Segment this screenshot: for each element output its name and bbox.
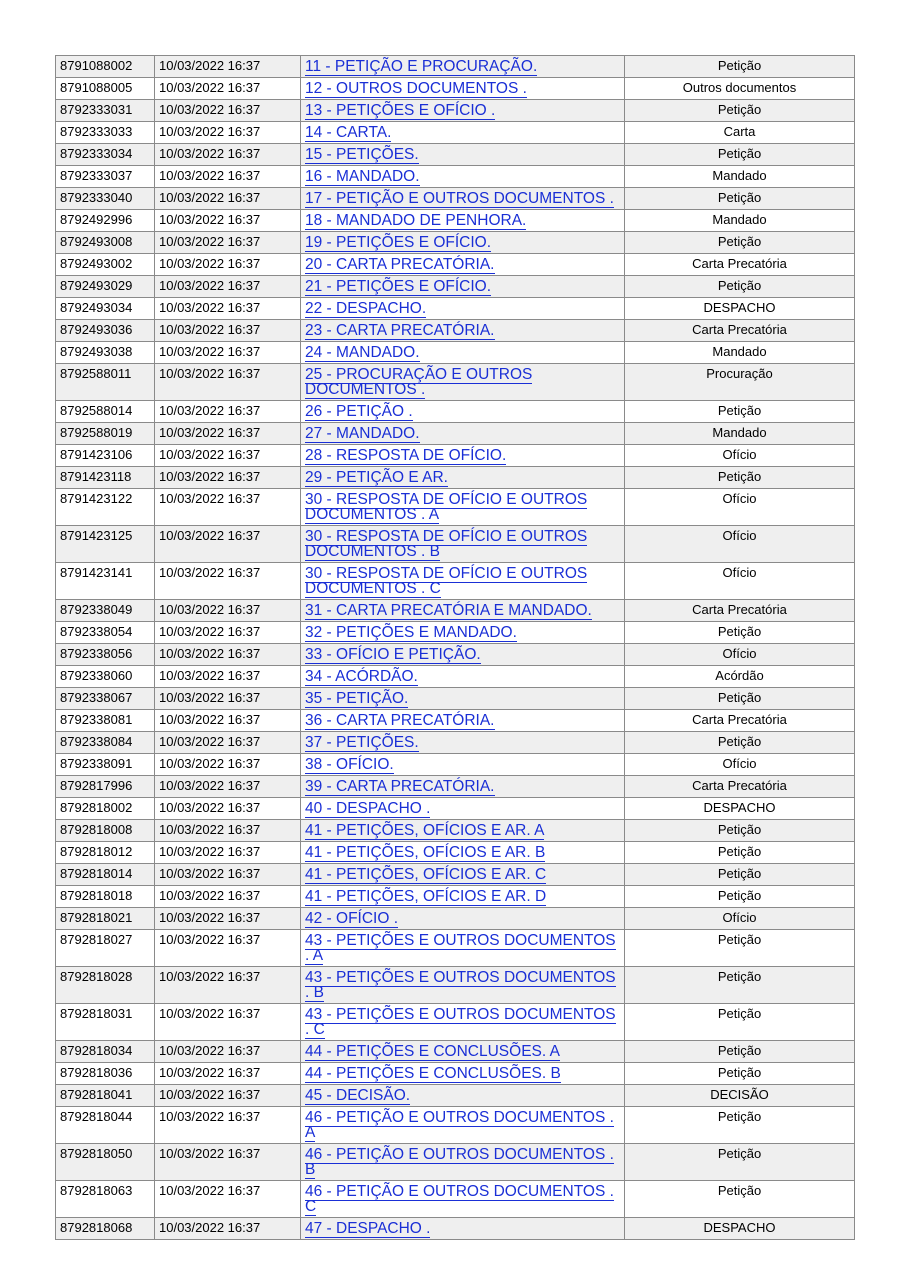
document-date-cell: 10/03/2022 16:37	[155, 776, 301, 798]
document-id-cell: 8792818068	[56, 1218, 155, 1240]
table-row	[56, 563, 855, 600]
document-title-link[interactable]: 45 - DECISÃO.	[305, 1087, 411, 1104]
document-title-cell	[301, 144, 625, 166]
document-date-cell: 10/03/2022 16:37	[155, 1181, 301, 1218]
document-title-link[interactable]: 43 - PETIÇÕES E OUTROS DOCUMENTOS . B	[305, 969, 616, 1001]
document-id-cell: 8791423118	[56, 467, 155, 489]
document-id-cell: 8792817996	[56, 776, 155, 798]
document-title-link[interactable]: 29 - PETIÇÃO E AR.	[305, 469, 448, 486]
document-title-cell	[301, 298, 625, 320]
document-title-cell	[301, 1041, 625, 1063]
document-id-cell: 8792818027	[56, 930, 155, 967]
table-row	[56, 467, 855, 489]
table-row	[56, 1107, 855, 1144]
document-title-cell	[301, 886, 625, 908]
document-type-cell: DESPACHO	[625, 1218, 855, 1240]
document-date-cell: 10/03/2022 16:37	[155, 754, 301, 776]
table-row	[56, 423, 855, 445]
documents-table	[55, 55, 855, 1240]
document-type-cell: Ofício	[625, 754, 855, 776]
document-type-cell: Petição	[625, 1144, 855, 1181]
document-title-cell	[301, 563, 625, 600]
document-title-cell	[301, 210, 625, 232]
document-id-cell: 8792338060	[56, 666, 155, 688]
document-title-link[interactable]: 21 - PETIÇÕES E OFÍCIO.	[305, 278, 492, 295]
document-date-cell: 10/03/2022 16:37	[155, 489, 301, 526]
document-title-link[interactable]: 43 - PETIÇÕES E OUTROS DOCUMENTOS . C	[305, 1006, 616, 1038]
document-title-cell	[301, 445, 625, 467]
document-date-cell: 10/03/2022 16:37	[155, 622, 301, 644]
document-title-cell	[301, 166, 625, 188]
document-id-cell: 8791423122	[56, 489, 155, 526]
document-id-cell: 8792588019	[56, 423, 155, 445]
document-title-link[interactable]: 23 - CARTA PRECATÓRIA.	[305, 322, 495, 339]
document-date-cell: 10/03/2022 16:37	[155, 1107, 301, 1144]
document-title-link[interactable]: 27 - MANDADO.	[305, 425, 420, 442]
document-title-link[interactable]: 18 - MANDADO DE PENHORA.	[305, 212, 527, 229]
table-row	[56, 644, 855, 666]
document-id-cell: 8792493038	[56, 342, 155, 364]
document-date-cell: 10/03/2022 16:37	[155, 563, 301, 600]
document-title-link[interactable]: 30 - RESPOSTA DE OFÍCIO E OUTROS DOCUMENTOS . C	[305, 565, 588, 597]
document-date-cell: 10/03/2022 16:37	[155, 1063, 301, 1085]
document-type-cell: Petição	[625, 688, 855, 710]
document-date-cell: 10/03/2022 16:37	[155, 401, 301, 423]
document-id-cell: 8792818036	[56, 1063, 155, 1085]
document-title-cell	[301, 754, 625, 776]
table-row	[56, 666, 855, 688]
document-title-cell	[301, 401, 625, 423]
document-date-cell: 10/03/2022 16:37	[155, 210, 301, 232]
document-type-cell: Petição	[625, 1004, 855, 1041]
document-title-cell	[301, 100, 625, 122]
document-date-cell: 10/03/2022 16:37	[155, 930, 301, 967]
document-id-cell: 8791423141	[56, 563, 155, 600]
document-title-cell	[301, 342, 625, 364]
table-row	[56, 1218, 855, 1240]
document-type-cell: Carta Precatória	[625, 776, 855, 798]
document-date-cell: 10/03/2022 16:37	[155, 842, 301, 864]
document-title-cell	[301, 1218, 625, 1240]
document-type-cell: Petição	[625, 467, 855, 489]
document-date-cell: 10/03/2022 16:37	[155, 644, 301, 666]
table-row	[56, 1144, 855, 1181]
document-date-cell: 10/03/2022 16:37	[155, 342, 301, 364]
table-row	[56, 732, 855, 754]
document-type-cell: Petição	[625, 886, 855, 908]
document-id-cell: 8792338049	[56, 600, 155, 622]
document-date-cell: 10/03/2022 16:37	[155, 710, 301, 732]
document-date-cell: 10/03/2022 16:37	[155, 144, 301, 166]
table-row	[56, 122, 855, 144]
document-type-cell: Petição	[625, 864, 855, 886]
table-row	[56, 56, 855, 78]
document-id-cell: 8792338084	[56, 732, 155, 754]
document-date-cell: 10/03/2022 16:37	[155, 467, 301, 489]
document-id-cell: 8792818008	[56, 820, 155, 842]
document-id-cell: 8792818021	[56, 908, 155, 930]
document-date-cell: 10/03/2022 16:37	[155, 276, 301, 298]
document-title-cell	[301, 798, 625, 820]
document-type-cell: Carta Precatória	[625, 710, 855, 732]
document-id-cell: 8792338091	[56, 754, 155, 776]
document-title-link[interactable]: 17 - PETIÇÃO E OUTROS DOCUMENTOS .	[305, 190, 614, 207]
document-title-link[interactable]: 25 - PROCURAÇÃO E OUTROS DOCUMENTOS .	[305, 366, 533, 398]
document-type-cell: Petição	[625, 967, 855, 1004]
document-title-cell	[301, 644, 625, 666]
table-row	[56, 1181, 855, 1218]
document-type-cell: Petição	[625, 622, 855, 644]
table-row	[56, 754, 855, 776]
document-title-cell	[301, 1004, 625, 1041]
document-title-cell	[301, 967, 625, 1004]
document-title-cell	[301, 776, 625, 798]
document-type-cell: Petição	[625, 232, 855, 254]
document-title-link[interactable]: 44 - PETIÇÕES E CONCLUSÕES. A	[305, 1043, 560, 1060]
document-title-link[interactable]: 19 - PETIÇÕES E OFÍCIO.	[305, 234, 492, 251]
document-title-cell	[301, 864, 625, 886]
document-type-cell: Petição	[625, 820, 855, 842]
document-date-cell: 10/03/2022 16:37	[155, 445, 301, 467]
document-date-cell: 10/03/2022 16:37	[155, 732, 301, 754]
document-date-cell: 10/03/2022 16:37	[155, 600, 301, 622]
table-row	[56, 1004, 855, 1041]
document-title-cell	[301, 688, 625, 710]
document-id-cell: 8792818044	[56, 1107, 155, 1144]
document-date-cell: 10/03/2022 16:37	[155, 188, 301, 210]
document-type-cell: Petição	[625, 1063, 855, 1085]
table-row	[56, 232, 855, 254]
document-title-link[interactable]: 26 - PETIÇÃO .	[305, 403, 413, 420]
table-row	[56, 622, 855, 644]
document-type-cell: Petição	[625, 276, 855, 298]
document-date-cell: 10/03/2022 16:37	[155, 1218, 301, 1240]
document-type-cell: Petição	[625, 144, 855, 166]
document-title-link[interactable]: 30 - RESPOSTA DE OFÍCIO E OUTROS DOCUMENTOS . B	[305, 528, 588, 560]
document-id-cell: 8792818002	[56, 798, 155, 820]
document-date-cell: 10/03/2022 16:37	[155, 298, 301, 320]
document-title-cell	[301, 600, 625, 622]
document-type-cell: DESPACHO	[625, 798, 855, 820]
table-row	[56, 144, 855, 166]
document-type-cell: Outros documentos	[625, 78, 855, 100]
document-type-cell: Mandado	[625, 210, 855, 232]
document-id-cell: 8792333034	[56, 144, 155, 166]
document-title-cell	[301, 122, 625, 144]
document-type-cell: Petição	[625, 188, 855, 210]
document-id-cell: 8792818014	[56, 864, 155, 886]
document-type-cell: Ofício	[625, 563, 855, 600]
document-title-cell	[301, 320, 625, 342]
table-row	[56, 1085, 855, 1107]
table-row	[56, 1063, 855, 1085]
document-title-link[interactable]: 32 - PETIÇÕES E MANDADO.	[305, 624, 517, 641]
table-row	[56, 886, 855, 908]
document-id-cell: 8791423125	[56, 526, 155, 563]
documents-table-body	[56, 56, 855, 1240]
table-row	[56, 445, 855, 467]
document-title-link[interactable]: 43 - PETIÇÕES E OUTROS DOCUMENTOS . A	[305, 932, 616, 964]
document-title-cell	[301, 423, 625, 445]
document-type-cell: Petição	[625, 100, 855, 122]
document-id-cell: 8792493002	[56, 254, 155, 276]
document-type-cell: Ofício	[625, 489, 855, 526]
table-row	[56, 864, 855, 886]
document-id-cell: 8792588014	[56, 401, 155, 423]
document-date-cell: 10/03/2022 16:37	[155, 1041, 301, 1063]
document-title-link[interactable]: 30 - RESPOSTA DE OFÍCIO E OUTROS DOCUMENTOS . A	[305, 491, 588, 523]
table-row	[56, 820, 855, 842]
document-id-cell: 8792588011	[56, 364, 155, 401]
table-row	[56, 930, 855, 967]
document-type-cell: Ofício	[625, 908, 855, 930]
document-title-link[interactable]: 42 - OFÍCIO .	[305, 910, 399, 927]
document-title-cell	[301, 666, 625, 688]
document-type-cell: Petição	[625, 732, 855, 754]
document-title-cell	[301, 908, 625, 930]
document-type-cell: Ofício	[625, 644, 855, 666]
document-title-link[interactable]: 20 - CARTA PRECATÓRIA.	[305, 256, 495, 273]
document-date-cell: 10/03/2022 16:37	[155, 798, 301, 820]
document-title-cell	[301, 276, 625, 298]
document-id-cell: 8792493029	[56, 276, 155, 298]
document-type-cell: Petição	[625, 1041, 855, 1063]
document-title-link[interactable]: 34 - ACÓRDÃO.	[305, 668, 418, 685]
table-row	[56, 100, 855, 122]
document-title-link[interactable]: 24 - MANDADO.	[305, 344, 420, 361]
document-title-link[interactable]: 41 - PETIÇÕES, OFÍCIOS E AR. A	[305, 822, 545, 839]
document-title-link[interactable]: 39 - CARTA PRECATÓRIA.	[305, 778, 495, 795]
document-date-cell: 10/03/2022 16:37	[155, 122, 301, 144]
table-row	[56, 342, 855, 364]
document-title-cell	[301, 364, 625, 401]
document-date-cell: 10/03/2022 16:37	[155, 967, 301, 1004]
document-type-cell: Petição	[625, 56, 855, 78]
document-date-cell: 10/03/2022 16:37	[155, 1004, 301, 1041]
document-title-link[interactable]: 36 - CARTA PRECATÓRIA.	[305, 712, 495, 729]
document-id-cell: 8792333031	[56, 100, 155, 122]
document-title-cell	[301, 254, 625, 276]
document-title-link[interactable]: 31 - CARTA PRECATÓRIA E MANDADO.	[305, 602, 592, 619]
document-title-cell	[301, 56, 625, 78]
document-id-cell: 8792818041	[56, 1085, 155, 1107]
document-title-link[interactable]: 46 - PETIÇÃO E OUTROS DOCUMENTOS . C	[305, 1183, 614, 1215]
document-type-cell: DESPACHO	[625, 298, 855, 320]
document-type-cell: DECISÃO	[625, 1085, 855, 1107]
document-title-cell	[301, 732, 625, 754]
document-id-cell: 8792818012	[56, 842, 155, 864]
document-title-link[interactable]: 40 - DESPACHO .	[305, 800, 431, 817]
document-date-cell: 10/03/2022 16:37	[155, 56, 301, 78]
document-title-cell	[301, 232, 625, 254]
document-type-cell: Acórdão	[625, 666, 855, 688]
document-type-cell: Carta	[625, 122, 855, 144]
table-row	[56, 188, 855, 210]
table-row	[56, 320, 855, 342]
document-title-cell	[301, 489, 625, 526]
document-type-cell: Mandado	[625, 423, 855, 445]
document-id-cell: 8792493036	[56, 320, 155, 342]
document-date-cell: 10/03/2022 16:37	[155, 254, 301, 276]
document-id-cell: 8792338054	[56, 622, 155, 644]
document-id-cell: 8792818050	[56, 1144, 155, 1181]
table-row	[56, 600, 855, 622]
document-id-cell: 8792818031	[56, 1004, 155, 1041]
document-type-cell: Petição	[625, 930, 855, 967]
document-title-cell	[301, 1063, 625, 1085]
document-id-cell: 8792493008	[56, 232, 155, 254]
document-type-cell: Petição	[625, 1107, 855, 1144]
document-title-cell	[301, 842, 625, 864]
document-title-link[interactable]: 12 - OUTROS DOCUMENTOS .	[305, 80, 527, 97]
document-title-link[interactable]: 28 - RESPOSTA DE OFÍCIO.	[305, 447, 507, 464]
document-id-cell: 8792493034	[56, 298, 155, 320]
table-row	[56, 166, 855, 188]
document-date-cell: 10/03/2022 16:37	[155, 423, 301, 445]
document-id-cell: 8792818018	[56, 886, 155, 908]
document-type-cell: Carta Precatória	[625, 320, 855, 342]
document-date-cell: 10/03/2022 16:37	[155, 864, 301, 886]
document-id-cell: 8792333040	[56, 188, 155, 210]
document-type-cell: Ofício	[625, 526, 855, 563]
document-title-link[interactable]: 37 - PETIÇÕES.	[305, 734, 419, 751]
document-title-cell	[301, 188, 625, 210]
document-title-cell	[301, 820, 625, 842]
document-title-cell	[301, 930, 625, 967]
table-row	[56, 776, 855, 798]
table-row	[56, 1041, 855, 1063]
document-date-cell: 10/03/2022 16:37	[155, 908, 301, 930]
table-row	[56, 967, 855, 1004]
document-id-cell: 8791423106	[56, 445, 155, 467]
table-row	[56, 78, 855, 100]
document-date-cell: 10/03/2022 16:37	[155, 320, 301, 342]
document-title-link[interactable]: 44 - PETIÇÕES E CONCLUSÕES. B	[305, 1065, 561, 1082]
document-title-cell	[301, 526, 625, 563]
document-id-cell: 8792818034	[56, 1041, 155, 1063]
document-date-cell: 10/03/2022 16:37	[155, 166, 301, 188]
table-row	[56, 364, 855, 401]
table-row	[56, 798, 855, 820]
document-title-link[interactable]: 46 - PETIÇÃO E OUTROS DOCUMENTOS . B	[305, 1146, 614, 1178]
document-type-cell: Carta Precatória	[625, 600, 855, 622]
document-date-cell: 10/03/2022 16:37	[155, 364, 301, 401]
document-title-link[interactable]: 11 - PETIÇÃO E PROCURAÇÃO.	[305, 58, 538, 75]
document-type-cell: Petição	[625, 842, 855, 864]
table-row	[56, 489, 855, 526]
document-id-cell: 8791088002	[56, 56, 155, 78]
document-title-cell	[301, 622, 625, 644]
document-type-cell: Mandado	[625, 342, 855, 364]
document-type-cell: Procuração	[625, 364, 855, 401]
document-title-link[interactable]: 41 - PETIÇÕES, OFÍCIOS E AR. B	[305, 844, 546, 861]
document-title-cell	[301, 710, 625, 732]
document-type-cell: Petição	[625, 1181, 855, 1218]
document-id-cell: 8792492996	[56, 210, 155, 232]
document-title-link[interactable]: 41 - PETIÇÕES, OFÍCIOS E AR. C	[305, 866, 547, 883]
document-type-cell: Carta Precatória	[625, 254, 855, 276]
table-row	[56, 276, 855, 298]
table-row	[56, 254, 855, 276]
document-date-cell: 10/03/2022 16:37	[155, 688, 301, 710]
document-date-cell: 10/03/2022 16:37	[155, 820, 301, 842]
document-title-link[interactable]: 13 - PETIÇÕES E OFÍCIO .	[305, 102, 496, 119]
document-title-cell	[301, 1107, 625, 1144]
document-date-cell: 10/03/2022 16:37	[155, 1144, 301, 1181]
table-row	[56, 710, 855, 732]
document-type-cell: Ofício	[625, 445, 855, 467]
document-title-cell	[301, 78, 625, 100]
table-row	[56, 908, 855, 930]
document-date-cell: 10/03/2022 16:37	[155, 666, 301, 688]
document-type-cell: Petição	[625, 401, 855, 423]
document-id-cell: 8792818028	[56, 967, 155, 1004]
table-row	[56, 210, 855, 232]
document-id-cell: 8792333037	[56, 166, 155, 188]
table-row	[56, 842, 855, 864]
document-title-link[interactable]: 16 - MANDADO.	[305, 168, 420, 185]
document-title-link[interactable]: 33 - OFÍCIO E PETIÇÃO.	[305, 646, 481, 663]
table-row	[56, 688, 855, 710]
document-id-cell: 8792338067	[56, 688, 155, 710]
document-title-cell	[301, 1181, 625, 1218]
document-date-cell: 10/03/2022 16:37	[155, 1085, 301, 1107]
document-id-cell: 8792333033	[56, 122, 155, 144]
table-row	[56, 526, 855, 563]
document-date-cell: 10/03/2022 16:37	[155, 886, 301, 908]
document-type-cell: Mandado	[625, 166, 855, 188]
table-row	[56, 298, 855, 320]
document-title-cell	[301, 467, 625, 489]
document-date-cell: 10/03/2022 16:37	[155, 78, 301, 100]
document-title-cell	[301, 1085, 625, 1107]
document-title-link[interactable]: 14 - CARTA.	[305, 124, 392, 141]
document-title-link[interactable]: 38 - OFÍCIO.	[305, 756, 394, 773]
document-date-cell: 10/03/2022 16:37	[155, 100, 301, 122]
document-title-link[interactable]: 46 - PETIÇÃO E OUTROS DOCUMENTOS . A	[305, 1109, 614, 1141]
document-id-cell: 8792338081	[56, 710, 155, 732]
document-title-link[interactable]: 35 - PETIÇÃO.	[305, 690, 409, 707]
document-title-link[interactable]: 41 - PETIÇÕES, OFÍCIOS E AR. D	[305, 888, 547, 905]
document-title-cell	[301, 1144, 625, 1181]
table-row	[56, 401, 855, 423]
document-id-cell: 8792338056	[56, 644, 155, 666]
document-title-link[interactable]: 47 - DESPACHO .	[305, 1220, 431, 1237]
document-date-cell: 10/03/2022 16:37	[155, 526, 301, 563]
document-date-cell: 10/03/2022 16:37	[155, 232, 301, 254]
document-id-cell: 8791088005	[56, 78, 155, 100]
document-title-link[interactable]: 15 - PETIÇÕES.	[305, 146, 419, 163]
document-title-link[interactable]: 22 - DESPACHO.	[305, 300, 427, 317]
document-id-cell: 8792818063	[56, 1181, 155, 1218]
